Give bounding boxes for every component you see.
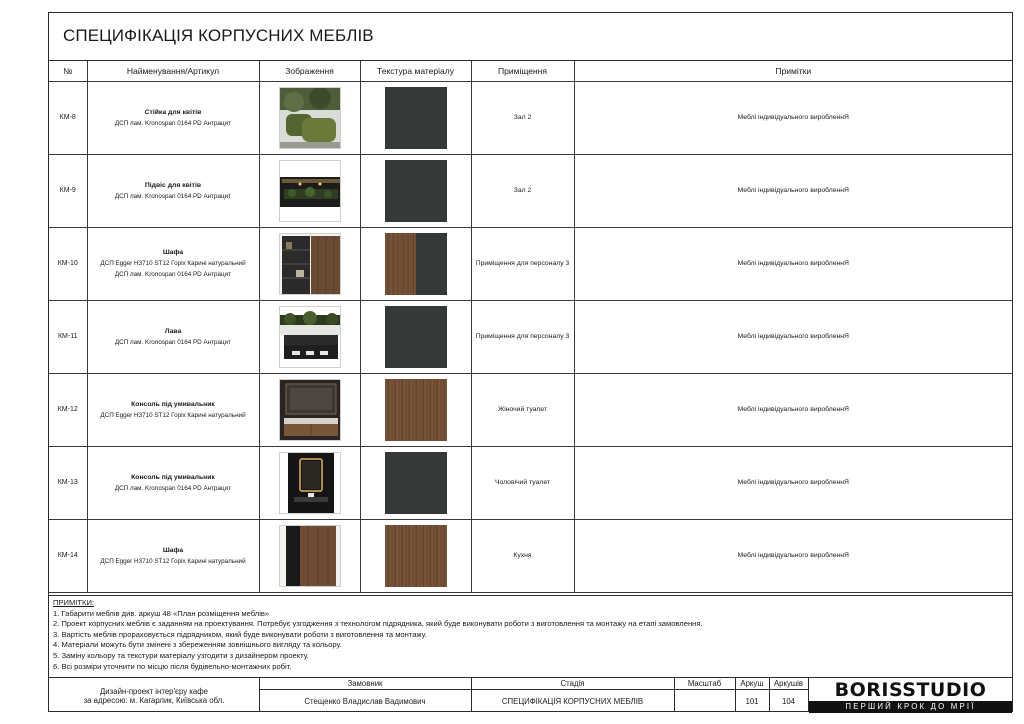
customer-label: Замовник bbox=[347, 679, 383, 688]
item-material: ДСП лам. Kronospan 0164 PD Антрацит bbox=[114, 484, 232, 492]
title-stamp bbox=[49, 677, 1012, 712]
table-row bbox=[49, 81, 1012, 154]
item-material: ДСП Egger H3710 ST12 Горіх Карині натуральний bbox=[100, 411, 246, 419]
row-room: Зал 2 bbox=[471, 81, 574, 154]
row-note: Меблі індивідуального виробленнЯ bbox=[574, 519, 1012, 592]
note-item: 2. Проект корпусних меблів є заданням на проектування. Потребує узгодження з технологом підрядника, який буде виконувати роботи з виготовлення та монтажу на етапі замовлення. bbox=[53, 619, 703, 629]
stage-label: Стадія bbox=[560, 679, 585, 688]
project-description bbox=[49, 678, 259, 713]
row-room: Приміщення для персоналу 3 bbox=[471, 300, 574, 373]
furniture-photo bbox=[279, 306, 341, 368]
header-num: № bbox=[49, 61, 87, 81]
row-note: Меблі індивідуального виробленнЯ bbox=[574, 227, 1012, 300]
row-image-cell bbox=[259, 81, 360, 154]
note-item: 3. Вартість меблів прораховується підрядником, який буде виконувати роботи з виготовлення та монтажу. bbox=[53, 629, 427, 639]
furniture-photo bbox=[279, 160, 341, 222]
item-name: Консоль під умивальник bbox=[131, 400, 215, 408]
sheets-label: Аркушів bbox=[773, 679, 804, 688]
sheet-number: 101 bbox=[745, 696, 759, 706]
table-row bbox=[49, 227, 1012, 300]
header-name: Найменування/Артикул bbox=[87, 61, 259, 81]
item-material: ДСП лам. Kronospan 0164 PD Антрацит bbox=[114, 192, 232, 200]
row-id: КМ-8 bbox=[49, 81, 87, 154]
project-line-2: за адресою: м. Кагарлик, Київська обл. bbox=[83, 695, 225, 705]
row-room: Чоловічий туалет bbox=[471, 446, 574, 519]
row-room: Приміщення для персоналу 3 bbox=[471, 227, 574, 300]
item-material: ДСП Egger H3710 ST12 Горіх Карині натуральний bbox=[100, 557, 246, 565]
row-id: КМ-12 bbox=[49, 373, 87, 446]
row-texture-cell bbox=[360, 227, 471, 300]
item-material: ДСП лам. Kronospan 0164 PD Антрацит bbox=[114, 338, 232, 346]
texture-swatch bbox=[385, 525, 447, 587]
texture-swatch bbox=[385, 306, 447, 368]
row-id: КМ-13 bbox=[49, 446, 87, 519]
row-image-cell bbox=[259, 154, 360, 227]
furniture-photo bbox=[279, 379, 341, 441]
table-row bbox=[49, 519, 1012, 592]
table-row bbox=[49, 154, 1012, 227]
customer-name: Стещенко Владислав Вадимович bbox=[304, 696, 426, 706]
note-item: 5. Заміну кольору та текстури матеріалу узгодити з дизайнером проекту. bbox=[53, 650, 309, 660]
item-material: ДСП Egger H3710 ST12 Горіх Карині натуральний bbox=[100, 260, 246, 267]
row-room: Зал 2 bbox=[471, 154, 574, 227]
row-texture-cell bbox=[360, 446, 471, 519]
table-row bbox=[49, 300, 1012, 373]
furniture-photo bbox=[279, 525, 341, 587]
header-texture: Текстура матеріалу bbox=[360, 61, 471, 81]
row-texture-cell bbox=[360, 154, 471, 227]
logo-wordmark: BORISSTUDIO bbox=[834, 679, 987, 701]
texture-swatch bbox=[385, 87, 447, 149]
row-note: Меблі індивідуального виробленнЯ bbox=[574, 300, 1012, 373]
header-image: Зображення bbox=[259, 61, 360, 81]
page-title: СПЕЦИФІКАЦІЯ КОРПУСНИХ МЕБЛІВ bbox=[63, 26, 374, 45]
row-name-cell bbox=[87, 519, 259, 592]
header-room: Приміщення bbox=[471, 61, 574, 81]
row-id: КМ-9 bbox=[49, 154, 87, 227]
header-notes: Примітки bbox=[574, 61, 1012, 81]
table-row bbox=[49, 446, 1012, 519]
row-image-cell bbox=[259, 300, 360, 373]
table-header-row bbox=[49, 61, 1012, 81]
row-name-cell bbox=[87, 373, 259, 446]
table-row bbox=[49, 373, 1012, 446]
row-name-cell bbox=[87, 300, 259, 373]
item-name: Лава bbox=[164, 327, 182, 335]
notes-block bbox=[49, 595, 1012, 677]
item-name: Шафа bbox=[162, 546, 184, 554]
row-note: Меблі індивідуального виробленнЯ bbox=[574, 154, 1012, 227]
texture-swatch bbox=[385, 452, 447, 514]
row-note: Меблі індивідуального виробленнЯ bbox=[574, 373, 1012, 446]
scale-label: Масштаб bbox=[687, 679, 722, 688]
note-item: 6. Всі розміри уточнити по місцю після будівельно-монтажних робіт. bbox=[53, 661, 292, 671]
specification-table bbox=[49, 61, 1012, 593]
row-image-cell bbox=[259, 227, 360, 300]
furniture-photo bbox=[279, 233, 341, 295]
row-name-cell bbox=[87, 154, 259, 227]
furniture-photo bbox=[279, 452, 341, 514]
row-image-cell bbox=[259, 373, 360, 446]
item-name: Стійка для квітів bbox=[144, 108, 202, 116]
texture-swatch bbox=[385, 379, 447, 441]
row-texture-cell bbox=[360, 519, 471, 592]
row-name-cell bbox=[87, 446, 259, 519]
sheets-total: 104 bbox=[781, 696, 795, 706]
project-line-1: Дизайн-проект інтер'єру кафе bbox=[100, 686, 208, 696]
sheet-label: Аркуш bbox=[740, 679, 764, 688]
texture-swatch bbox=[385, 160, 447, 222]
row-id: КМ-14 bbox=[49, 519, 87, 592]
title-block bbox=[49, 13, 1012, 61]
item-name: Шафа bbox=[162, 249, 184, 256]
row-name-cell bbox=[87, 227, 259, 300]
row-texture-cell bbox=[360, 300, 471, 373]
drawing-sheet bbox=[48, 12, 1013, 712]
row-image-cell bbox=[259, 446, 360, 519]
row-note: Меблі індивідуального виробленнЯ bbox=[574, 446, 1012, 519]
row-room: Кухня bbox=[471, 519, 574, 592]
item-name: Консоль під умивальник bbox=[131, 473, 215, 481]
row-room: Жіночий туалет bbox=[471, 373, 574, 446]
row-note: Меблі індивідуального виробленнЯ bbox=[574, 81, 1012, 154]
row-image-cell bbox=[259, 519, 360, 592]
row-name-cell bbox=[87, 81, 259, 154]
row-texture-cell bbox=[360, 81, 471, 154]
row-id: КМ-11 bbox=[49, 300, 87, 373]
note-item: 1. Габарити меблів див. аркуш 48 «План розміщення меблів» bbox=[53, 608, 270, 618]
logo-tagline: ПЕРШИЙ КРОК ДО МРІЇ bbox=[809, 701, 1012, 713]
item-material: ДСП лам. Kronospan 0164 PD Антрацит bbox=[114, 119, 232, 127]
texture-swatch bbox=[385, 233, 447, 295]
studio-logo bbox=[809, 678, 1012, 713]
note-item: 4. Матеріали можуть бути змінені з збереженням зовнішнього вигляду та кольору. bbox=[53, 640, 342, 650]
furniture-photo bbox=[279, 87, 341, 149]
item-name: Підвіс для квітів bbox=[144, 181, 202, 189]
notes-heading: ПРИМІТКИ: bbox=[53, 598, 95, 607]
item-material: ДСП лам. Kronospan 0164 PD Антрацит bbox=[114, 271, 232, 278]
row-texture-cell bbox=[360, 373, 471, 446]
row-id: КМ-10 bbox=[49, 227, 87, 300]
stage-value: СПЕЦИФІКАЦІЯ КОРПУСНИХ МЕБЛІВ bbox=[501, 696, 644, 706]
